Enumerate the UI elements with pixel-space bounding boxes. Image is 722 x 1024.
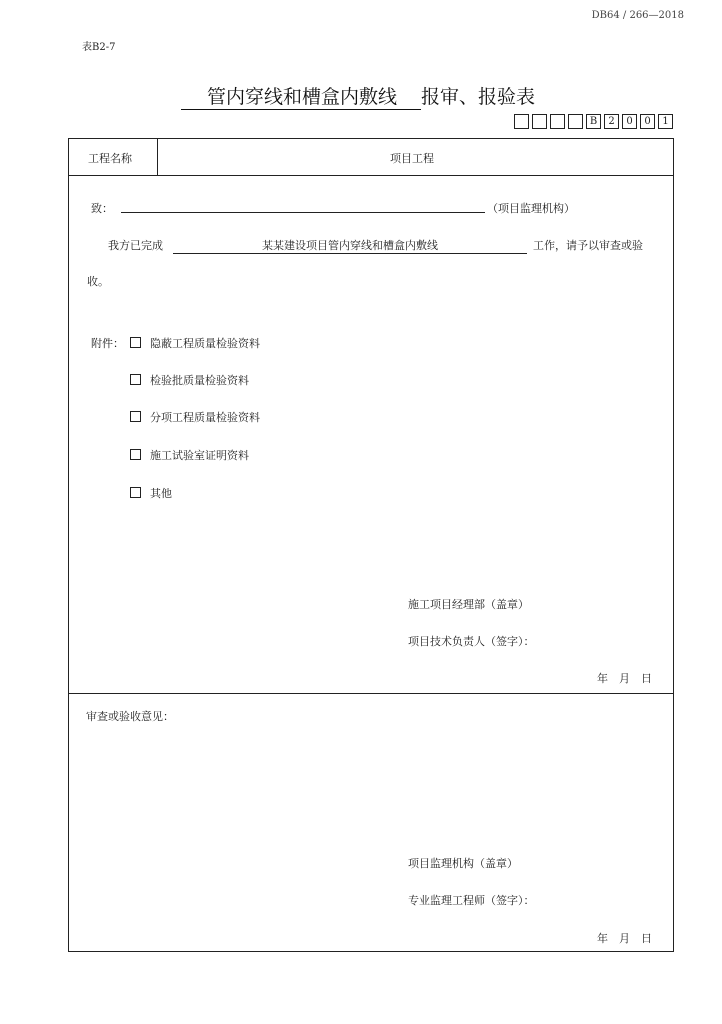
attachment-text: 隐蔽工程质量检验资料 — [150, 337, 260, 350]
section-divider — [69, 693, 673, 694]
contractor-date[interactable]: 年 月 日 — [597, 672, 652, 685]
code-box[interactable] — [514, 114, 529, 129]
supervisor-org-label: （项目监理机构） — [487, 202, 575, 215]
row-divider — [69, 175, 673, 176]
form-code-boxes — [514, 114, 673, 129]
completed-suffix-2: 收。 — [87, 275, 109, 288]
attachment-text: 其他 — [150, 487, 172, 500]
attachment-label: 附件： — [91, 337, 124, 350]
engineer-signature[interactable]: 专业监理工程师（签字）： — [408, 894, 535, 907]
code-box[interactable]: 1 — [658, 114, 673, 129]
tech-lead-signature[interactable]: 项目技术负责人（签字）： — [408, 635, 535, 648]
checkbox[interactable] — [130, 374, 141, 385]
code-box[interactable] — [550, 114, 565, 129]
completed-suffix: 工作，请予以审查或验 — [533, 239, 643, 252]
contractor-dept-seal: 施工项目经理部（盖章） — [408, 598, 529, 611]
form-table — [68, 138, 674, 952]
title-subject: 管内穿线和槽盒内敷线 — [207, 86, 398, 108]
checkbox[interactable] — [130, 411, 141, 422]
code-box[interactable] — [568, 114, 583, 129]
completed-prefix: 我方已完成 — [108, 239, 163, 252]
attachment-item[interactable] — [130, 372, 249, 388]
supervisor-org-seal: 项目监理机构（盖章） — [408, 857, 518, 870]
review-date[interactable]: 年 月 日 — [597, 932, 652, 945]
code-box[interactable]: 0 — [640, 114, 655, 129]
completed-work-text: 某某建设项目管内穿线和槽盒内敷线 — [262, 239, 438, 252]
attachment-item[interactable] — [130, 335, 260, 351]
code-box[interactable] — [532, 114, 547, 129]
attachment-item[interactable] — [130, 485, 172, 501]
title-suffix: 报审、报验表 — [421, 86, 536, 108]
form-number: 表B2-7 — [82, 42, 116, 53]
attachment-item[interactable] — [130, 447, 249, 463]
completed-work-field[interactable] — [173, 237, 527, 254]
to-label: 致： — [91, 202, 113, 215]
attachment-text: 分项工程质量检验资料 — [150, 411, 260, 424]
column-divider — [157, 139, 158, 175]
title-subject-underline — [181, 82, 421, 110]
review-opinion-label: 审查或验收意见： — [86, 710, 174, 723]
checkbox[interactable] — [130, 449, 141, 460]
attachment-text: 施工试验室证明资料 — [150, 449, 249, 462]
code-box[interactable]: B — [586, 114, 601, 129]
attachment-item[interactable] — [130, 409, 260, 425]
to-field[interactable] — [121, 200, 485, 213]
checkbox[interactable] — [130, 487, 141, 498]
attachment-text: 检验批质量检验资料 — [150, 374, 249, 387]
checkbox[interactable] — [130, 337, 141, 348]
project-name-label: 工程名称 — [88, 152, 132, 165]
code-box[interactable]: 2 — [604, 114, 619, 129]
page-title — [181, 82, 535, 110]
code-box[interactable]: 0 — [622, 114, 637, 129]
standard-code: DB64 / 266—2018 — [591, 10, 684, 21]
project-name-value[interactable]: 项目工程 — [390, 152, 434, 165]
